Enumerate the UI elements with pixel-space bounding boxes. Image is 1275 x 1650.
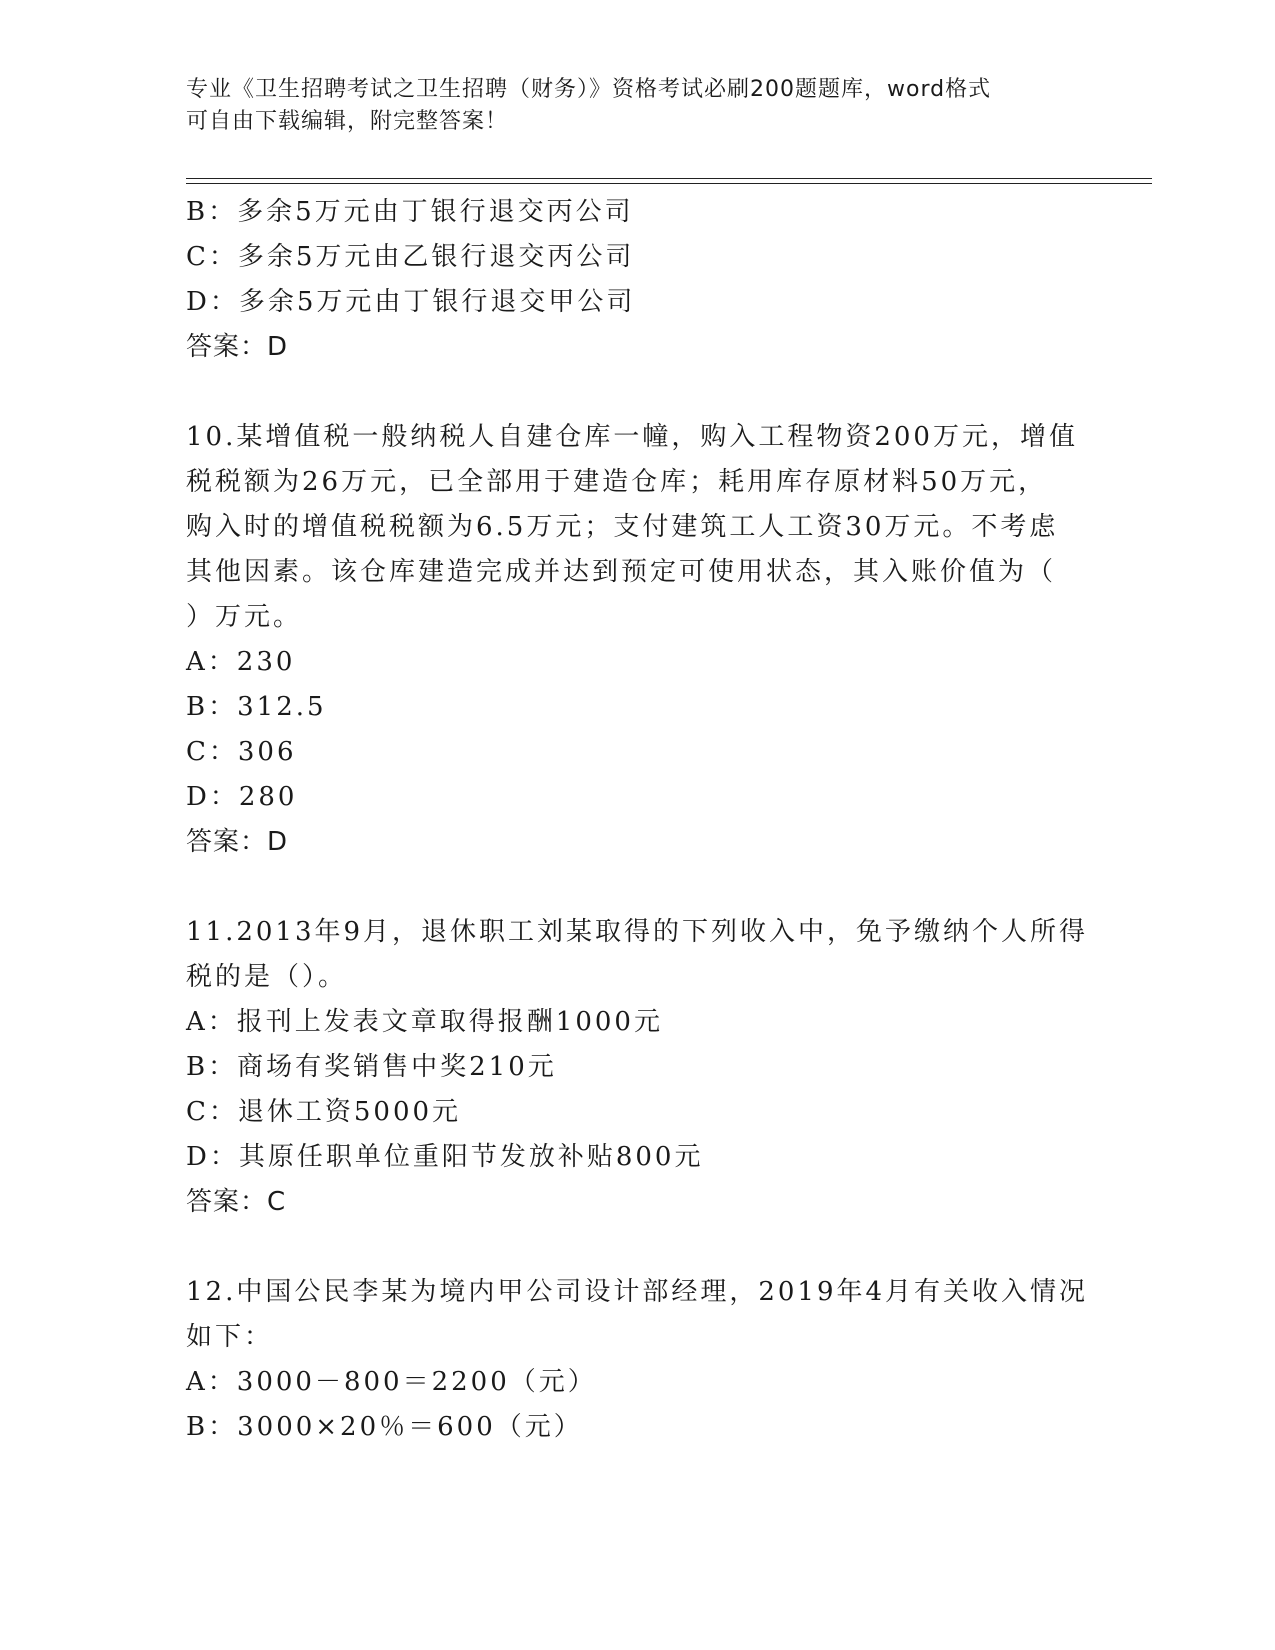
option-b: B：312.5	[186, 692, 327, 722]
option-b: B：多余5万元由丁银行退交丙公司	[186, 197, 634, 227]
question-10	[186, 415, 1086, 865]
option-c: C：多余5万元由乙银行退交丙公司	[186, 242, 635, 272]
question-stem-line: 购入时的增值税税额为6.5万元；支付建筑工人工资30万元。不考虑	[186, 512, 1059, 542]
question-11	[186, 910, 1089, 1225]
answer-line: 答案：D	[186, 827, 289, 857]
option-b: B：商场有奖销售中奖210元	[186, 1052, 557, 1082]
question-9	[186, 190, 1086, 370]
option-a: A：3000－800＝2200（元）	[186, 1367, 597, 1397]
option-d: D：多余5万元由丁银行退交甲公司	[186, 287, 636, 317]
document-header	[186, 74, 1086, 138]
question-stem-line: 税的是（）。	[186, 962, 348, 992]
question-stem-line: 其他因素。该仓库建造完成并达到预定可使用状态，其入账价值为（	[186, 557, 1057, 587]
option-b: B：3000×20％＝600（元）	[186, 1412, 583, 1442]
option-d: D：其原任职单位重阳节发放补贴800元	[186, 1142, 704, 1172]
question-12	[186, 1270, 1089, 1450]
question-stem-line: 12.中国公民李某为境内甲公司设计部经理，2019年4月有关收入情况	[186, 1277, 1089, 1307]
header-line-2: 可自由下载编辑，附完整答案！	[186, 109, 509, 134]
header-line-1: 专业《卫生招聘考试之卫生招聘（财务）》资格考试必刷200题题库，word格式	[186, 77, 992, 102]
document-body	[186, 190, 1089, 1450]
spacer	[186, 1225, 1086, 1270]
header-divider	[186, 178, 1152, 184]
spacer	[186, 370, 1086, 415]
option-c: C：退休工资5000元	[186, 1097, 462, 1127]
answer-line: 答案：C	[186, 1187, 287, 1217]
question-stem-line: 11.2013年9月，退休职工刘某取得的下列收入中，免予缴纳个人所得	[186, 917, 1089, 947]
question-stem-line: 如下：	[186, 1322, 274, 1352]
answer-line: 答案：D	[186, 332, 289, 362]
question-stem-line: 税税额为26万元，已全部用于建造仓库；耗用库存原材料50万元，	[186, 467, 1048, 497]
option-c: C：306	[186, 737, 297, 767]
question-stem-line: 10.某增值税一般纳税人自建仓库一幢，购入工程物资200万元，增值	[186, 422, 1078, 452]
question-stem-line: ）万元。	[186, 602, 303, 632]
option-a: A：报刊上发表文章取得报酬1000元	[186, 1007, 663, 1037]
option-a: A：230	[186, 647, 296, 677]
option-d: D：280	[186, 782, 298, 812]
spacer	[186, 865, 1086, 910]
